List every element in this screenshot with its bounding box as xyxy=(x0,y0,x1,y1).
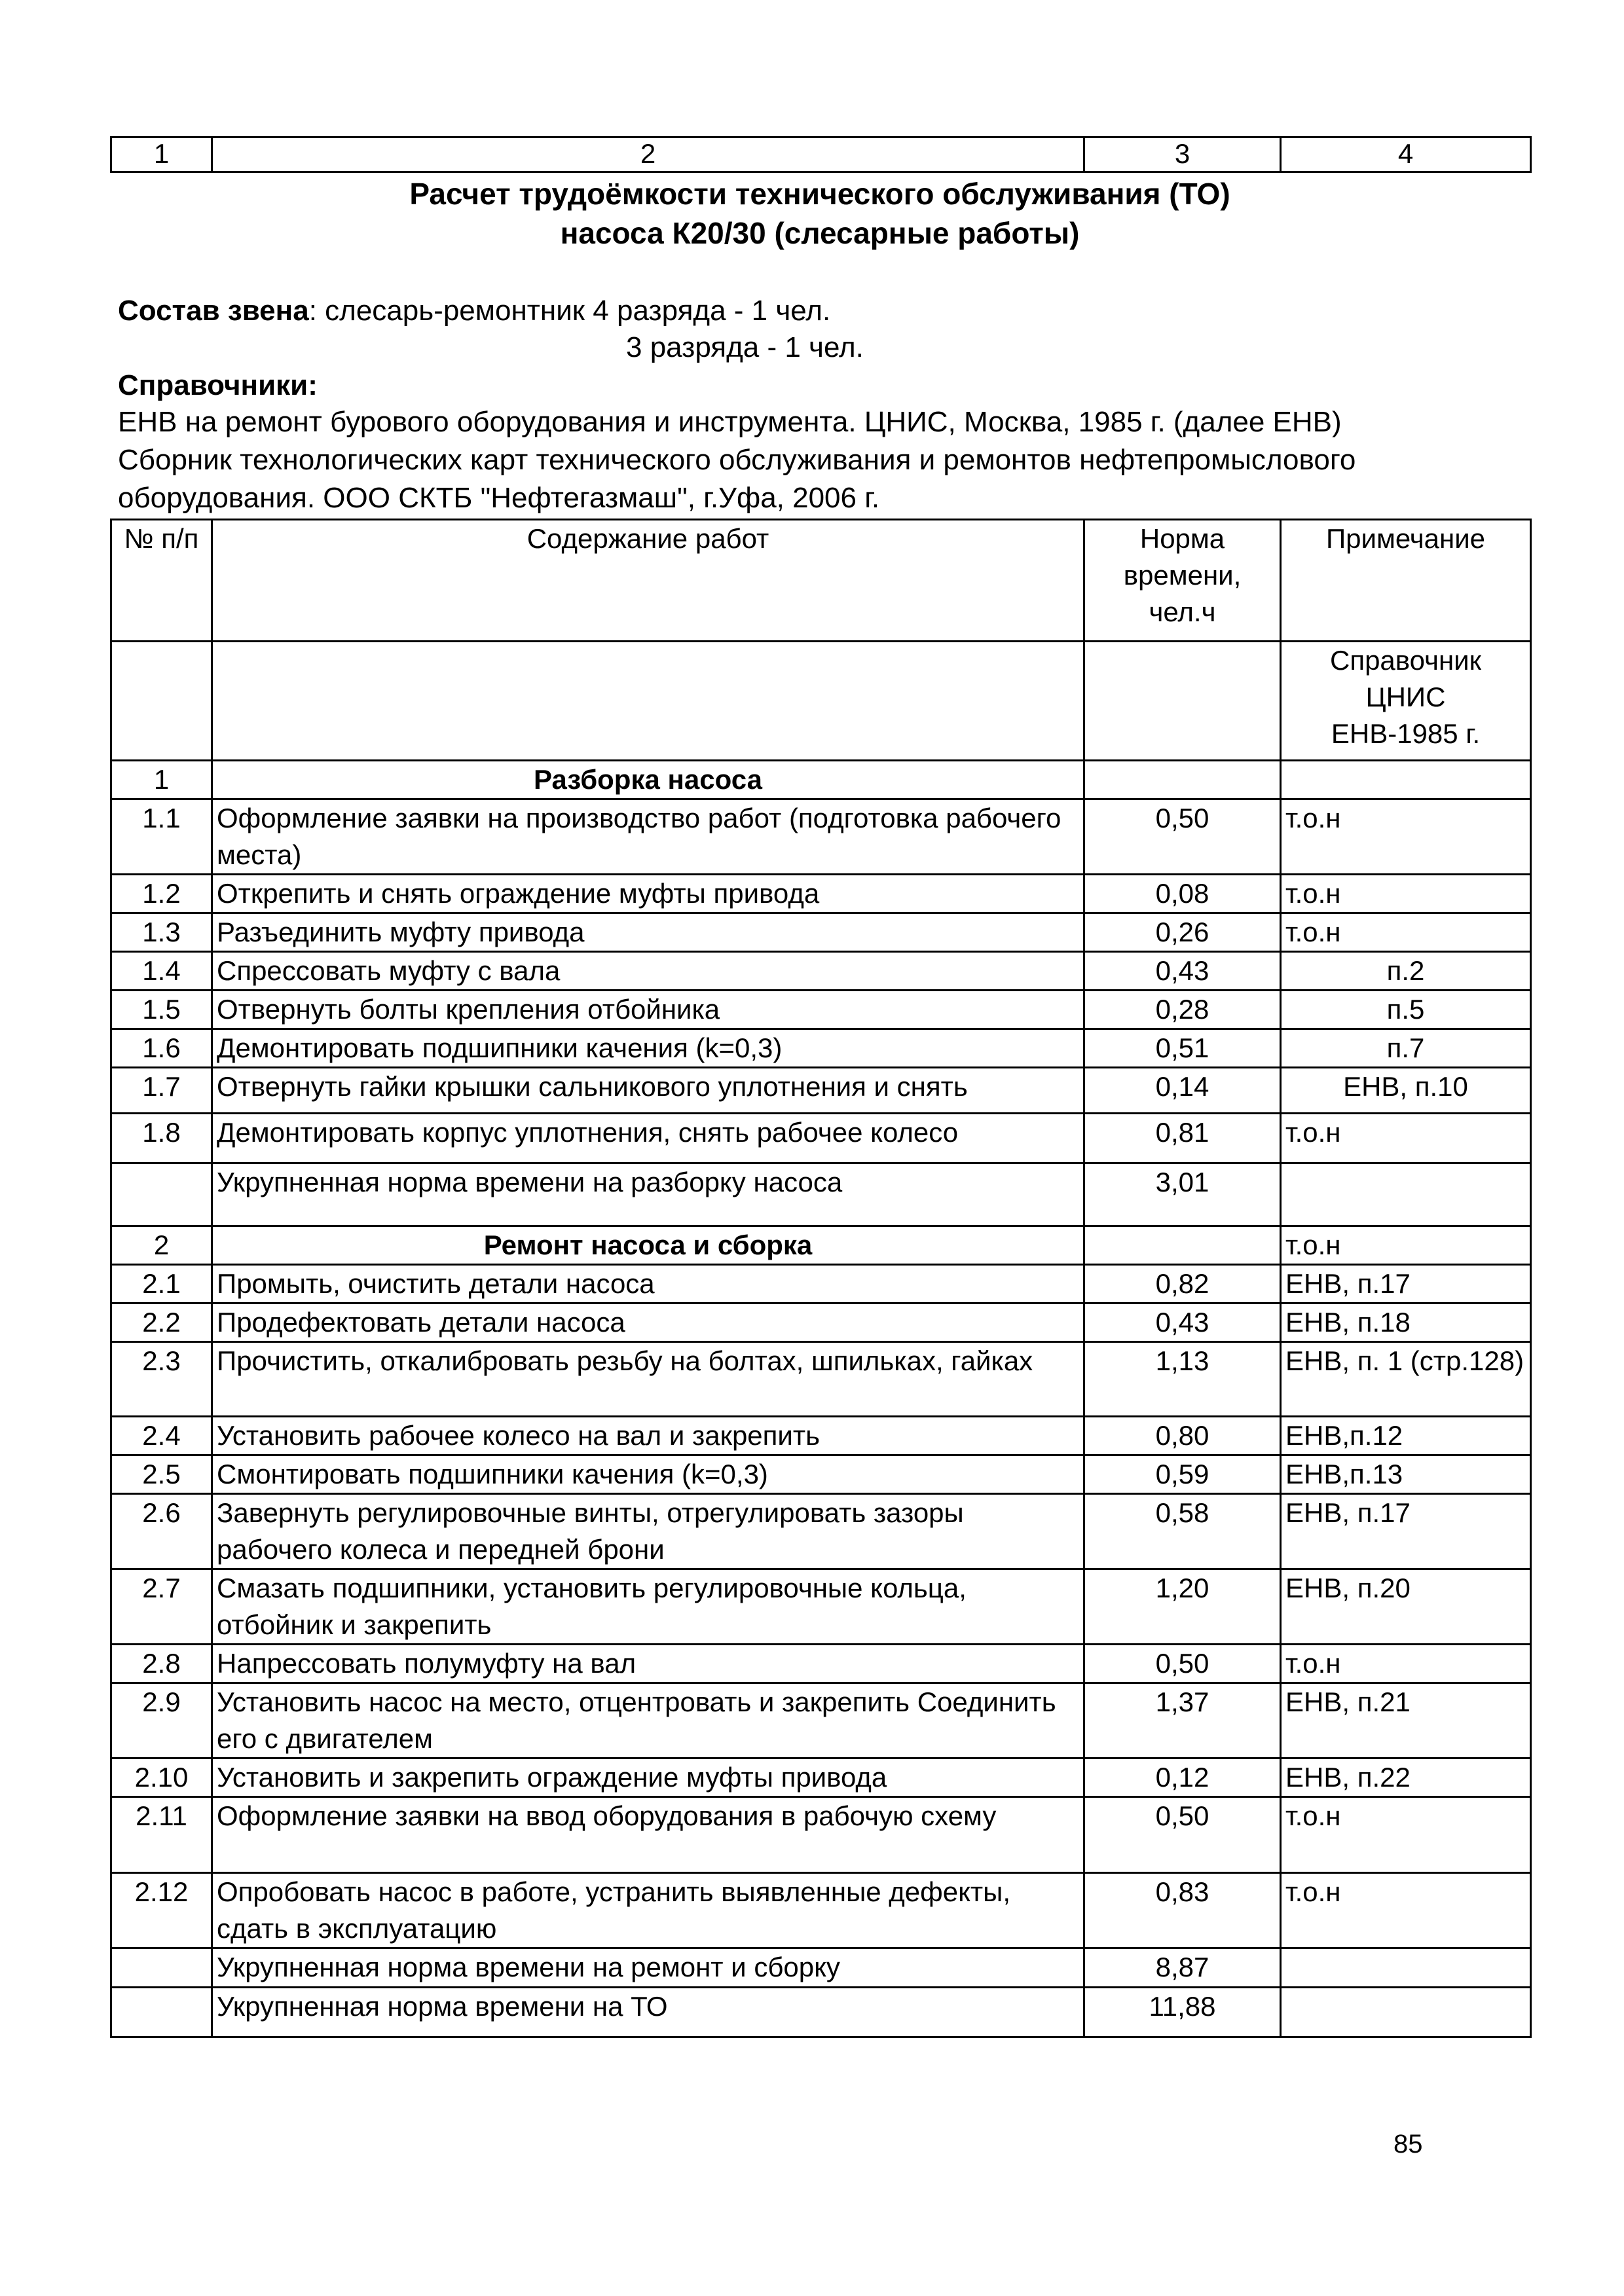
row-text: Напрессовать полумуфту на вал xyxy=(212,1645,1084,1683)
row-text: Завернуть регулировочные винты, отрегулировать зазоры рабочего колеса и передней брони xyxy=(212,1494,1084,1569)
crew-composition xyxy=(118,292,830,330)
row-note: п.7 xyxy=(1281,1029,1531,1068)
row-text: Опробовать насос в работе, устранить выявленные дефекты, сдать в эксплуатацию xyxy=(212,1873,1084,1948)
header-note: Примечание xyxy=(1281,520,1531,642)
row-text: Отвернуть гайки крышки сальникового уплотнения и снять xyxy=(212,1068,1084,1114)
table-row xyxy=(111,952,1531,991)
row-number: 2.8 xyxy=(111,1645,212,1683)
row-norm: 1,37 xyxy=(1084,1683,1281,1758)
reference-row xyxy=(111,642,1531,761)
row-norm: 0,51 xyxy=(1084,1029,1281,1068)
row-note: т.о.н xyxy=(1281,1114,1531,1163)
row-note: ЕНВ, п.10 xyxy=(1281,1068,1531,1114)
row-norm: 0,43 xyxy=(1084,952,1281,991)
row-note: т.о.н xyxy=(1281,1645,1531,1683)
reference-note-line: ЕНВ-1985 г. xyxy=(1331,718,1481,749)
section-row xyxy=(111,761,1531,799)
row-text: Смонтировать подшипники качения (k=0,3) xyxy=(212,1455,1084,1494)
row-text: Отвернуть болты крепления отбойника xyxy=(212,991,1084,1029)
references-line-3: оборудования. ООО СКТБ "Нефтегазмаш", г.Уфа, 2006 г. xyxy=(118,482,880,514)
row-note: ЕНВ,п.12 xyxy=(1281,1417,1531,1455)
row-text: Разъединить муфту привода xyxy=(212,913,1084,952)
subtotal-text: Укрупненная норма времени на ремонт и сборку xyxy=(212,1948,1084,1988)
document-title-line-1: Расчет трудоёмкости технического обслуживания (ТО) xyxy=(409,177,1230,211)
row-norm: 0,12 xyxy=(1084,1758,1281,1797)
column-number: 2 xyxy=(212,137,1084,172)
row-norm: 0,58 xyxy=(1084,1494,1281,1569)
row-text: Открепить и снять ограждение муфты привода xyxy=(212,875,1084,913)
row-text: Оформление заявки на производство работ (подготовка рабочего места) xyxy=(212,799,1084,875)
row-norm: 0,80 xyxy=(1084,1417,1281,1455)
subtotal-row xyxy=(111,1163,1531,1226)
crew-label: Состав звена xyxy=(118,295,309,327)
row-note: т.о.н xyxy=(1281,913,1531,952)
table-row xyxy=(111,1873,1531,1948)
table-row xyxy=(111,1494,1531,1569)
row-norm: 0,82 xyxy=(1084,1265,1281,1303)
document-title-line-2: насоса К20/30 (слесарные работы) xyxy=(560,216,1080,250)
row-text: Демонтировать корпус уплотнения, снять рабочее колесо xyxy=(212,1114,1084,1163)
row-note: ЕНВ, п.17 xyxy=(1281,1494,1531,1569)
table-row xyxy=(111,991,1531,1029)
section-title: Разборка насоса xyxy=(212,761,1084,799)
table-row xyxy=(111,913,1531,952)
row-norm: 0,50 xyxy=(1084,799,1281,875)
row-norm: 1,20 xyxy=(1084,1569,1281,1645)
row-text: Демонтировать подшипники качения (k=0,3) xyxy=(212,1029,1084,1068)
row-number: 1.2 xyxy=(111,875,212,913)
row-note: ЕНВ, п.20 xyxy=(1281,1569,1531,1645)
row-number: 2.11 xyxy=(111,1797,212,1873)
subtotal-row xyxy=(111,1948,1531,1988)
row-text: Промыть, очистить детали насоса xyxy=(212,1265,1084,1303)
row-number: 2.1 xyxy=(111,1265,212,1303)
table-row xyxy=(111,1758,1531,1797)
row-number: 1.3 xyxy=(111,913,212,952)
row-number: 1.8 xyxy=(111,1114,212,1163)
row-norm: 0,83 xyxy=(1084,1873,1281,1948)
row-note: п.5 xyxy=(1281,991,1531,1029)
subtotal-text: Укрупненная норма времени на разборку насоса xyxy=(212,1163,1084,1226)
section-row xyxy=(111,1226,1531,1265)
table-row xyxy=(111,1303,1531,1342)
row-norm: 0,59 xyxy=(1084,1455,1281,1494)
row-note: ЕНВ, п.21 xyxy=(1281,1683,1531,1758)
grand-total-text: Укрупненная норма времени на ТО xyxy=(212,1988,1084,2037)
grand-total-row xyxy=(111,1988,1531,2037)
row-norm: 0,26 xyxy=(1084,913,1281,952)
row-note: ЕНВ, п.18 xyxy=(1281,1303,1531,1342)
section-number: 2 xyxy=(111,1226,212,1265)
row-number: 1.7 xyxy=(111,1068,212,1114)
row-norm: 0,43 xyxy=(1084,1303,1281,1342)
row-note: п.2 xyxy=(1281,952,1531,991)
crew-line-1: : слесарь-ремонтник 4 разряда - 1 чел. xyxy=(308,295,831,327)
page-number: 85 xyxy=(1393,2130,1423,2159)
row-text: Оформление заявки на ввод оборудования в рабочую схему xyxy=(212,1797,1084,1873)
subtotal-norm: 3,01 xyxy=(1084,1163,1281,1226)
row-number: 2.5 xyxy=(111,1455,212,1494)
row-number: 2.7 xyxy=(111,1569,212,1645)
reference-note-line: ЦНИС xyxy=(1365,682,1446,712)
section-number: 1 xyxy=(111,761,212,799)
row-text: Прочистить, откалибровать резьбу на болтах, шпильках, гайках xyxy=(212,1342,1084,1417)
column-number: 1 xyxy=(111,137,212,172)
row-text: Продефектовать детали насоса xyxy=(212,1303,1084,1342)
table-row xyxy=(111,1569,1531,1645)
column-number-row xyxy=(110,136,1532,173)
crew-line-2: 3 разряда - 1 чел. xyxy=(626,331,864,363)
row-text: Спрессовать муфту с вала xyxy=(212,952,1084,991)
row-norm: 0,08 xyxy=(1084,875,1281,913)
row-text: Установить рабочее колесо на вал и закрепить xyxy=(212,1417,1084,1455)
reference-note xyxy=(1281,642,1531,761)
table-row xyxy=(111,1683,1531,1758)
row-text: Установить насос на место, отцентровать и закрепить Соединить его с двигателем xyxy=(212,1683,1084,1758)
row-norm: 1,13 xyxy=(1084,1342,1281,1417)
row-number: 1.4 xyxy=(111,952,212,991)
row-note: т.о.н xyxy=(1281,1797,1531,1873)
column-number: 4 xyxy=(1281,137,1531,172)
column-number: 3 xyxy=(1084,137,1281,172)
row-text: Смазать подшипники, установить регулировочные кольца, отбойник и закрепить xyxy=(212,1569,1084,1645)
row-note: ЕНВ,п.13 xyxy=(1281,1455,1531,1494)
row-note: ЕНВ, п.22 xyxy=(1281,1758,1531,1797)
row-note: т.о.н xyxy=(1281,1873,1531,1948)
row-norm: 0,28 xyxy=(1084,991,1281,1029)
references-label: Справочники: xyxy=(118,369,318,401)
table-row xyxy=(111,1029,1531,1068)
row-number: 1.6 xyxy=(111,1029,212,1068)
row-note: т.о.н xyxy=(1281,875,1531,913)
subtotal-norm: 8,87 xyxy=(1084,1948,1281,1988)
row-note: ЕНВ, п.17 xyxy=(1281,1265,1531,1303)
row-norm: 0,81 xyxy=(1084,1114,1281,1163)
references-line-2: Сборник технологических карт технического обслуживания и ремонтов нефтепромыслового xyxy=(118,444,1356,476)
reference-note-line: Справочник xyxy=(1330,645,1481,676)
row-note: т.о.н xyxy=(1281,799,1531,875)
references-line-1: ЕНВ на ремонт бурового оборудования и инструмента. ЦНИС, Москва, 1985 г. (далее ЕНВ) xyxy=(118,406,1342,438)
grand-total-norm: 11,88 xyxy=(1084,1988,1281,2037)
row-number: 2.4 xyxy=(111,1417,212,1455)
row-note: ЕНВ, п. 1 (стр.128) xyxy=(1281,1342,1531,1417)
table-row xyxy=(111,1068,1531,1114)
table-row xyxy=(111,1455,1531,1494)
row-number: 2.12 xyxy=(111,1873,212,1948)
labor-norms-table xyxy=(110,519,1532,2038)
header-norm xyxy=(1084,520,1281,642)
row-text: Установить и закрепить ограждение муфты привода xyxy=(212,1758,1084,1797)
header-norm-line: времени, xyxy=(1123,560,1242,591)
table-row xyxy=(111,1645,1531,1683)
row-norm: 0,50 xyxy=(1084,1645,1281,1683)
row-norm: 0,14 xyxy=(1084,1068,1281,1114)
header-content: Содержание работ xyxy=(212,520,1084,642)
section-note: т.о.н xyxy=(1281,1226,1531,1265)
header-num: № п/п xyxy=(111,520,212,642)
table-row xyxy=(111,1342,1531,1417)
row-number: 1.1 xyxy=(111,799,212,875)
table-row xyxy=(111,1797,1531,1873)
row-number: 2.6 xyxy=(111,1494,212,1569)
table-row xyxy=(111,1417,1531,1455)
row-number: 2.9 xyxy=(111,1683,212,1758)
row-number: 1.5 xyxy=(111,991,212,1029)
row-number: 2.3 xyxy=(111,1342,212,1417)
row-norm: 0,50 xyxy=(1084,1797,1281,1873)
header-norm-line: чел.ч xyxy=(1149,596,1216,627)
table-row xyxy=(111,1265,1531,1303)
table-header-row xyxy=(111,520,1531,642)
table-row xyxy=(111,799,1531,875)
header-norm-line: Норма xyxy=(1139,523,1225,554)
table-row xyxy=(111,1114,1531,1163)
row-number: 2.10 xyxy=(111,1758,212,1797)
section-title: Ремонт насоса и сборка xyxy=(212,1226,1084,1265)
table-row xyxy=(111,875,1531,913)
row-number: 2.2 xyxy=(111,1303,212,1342)
